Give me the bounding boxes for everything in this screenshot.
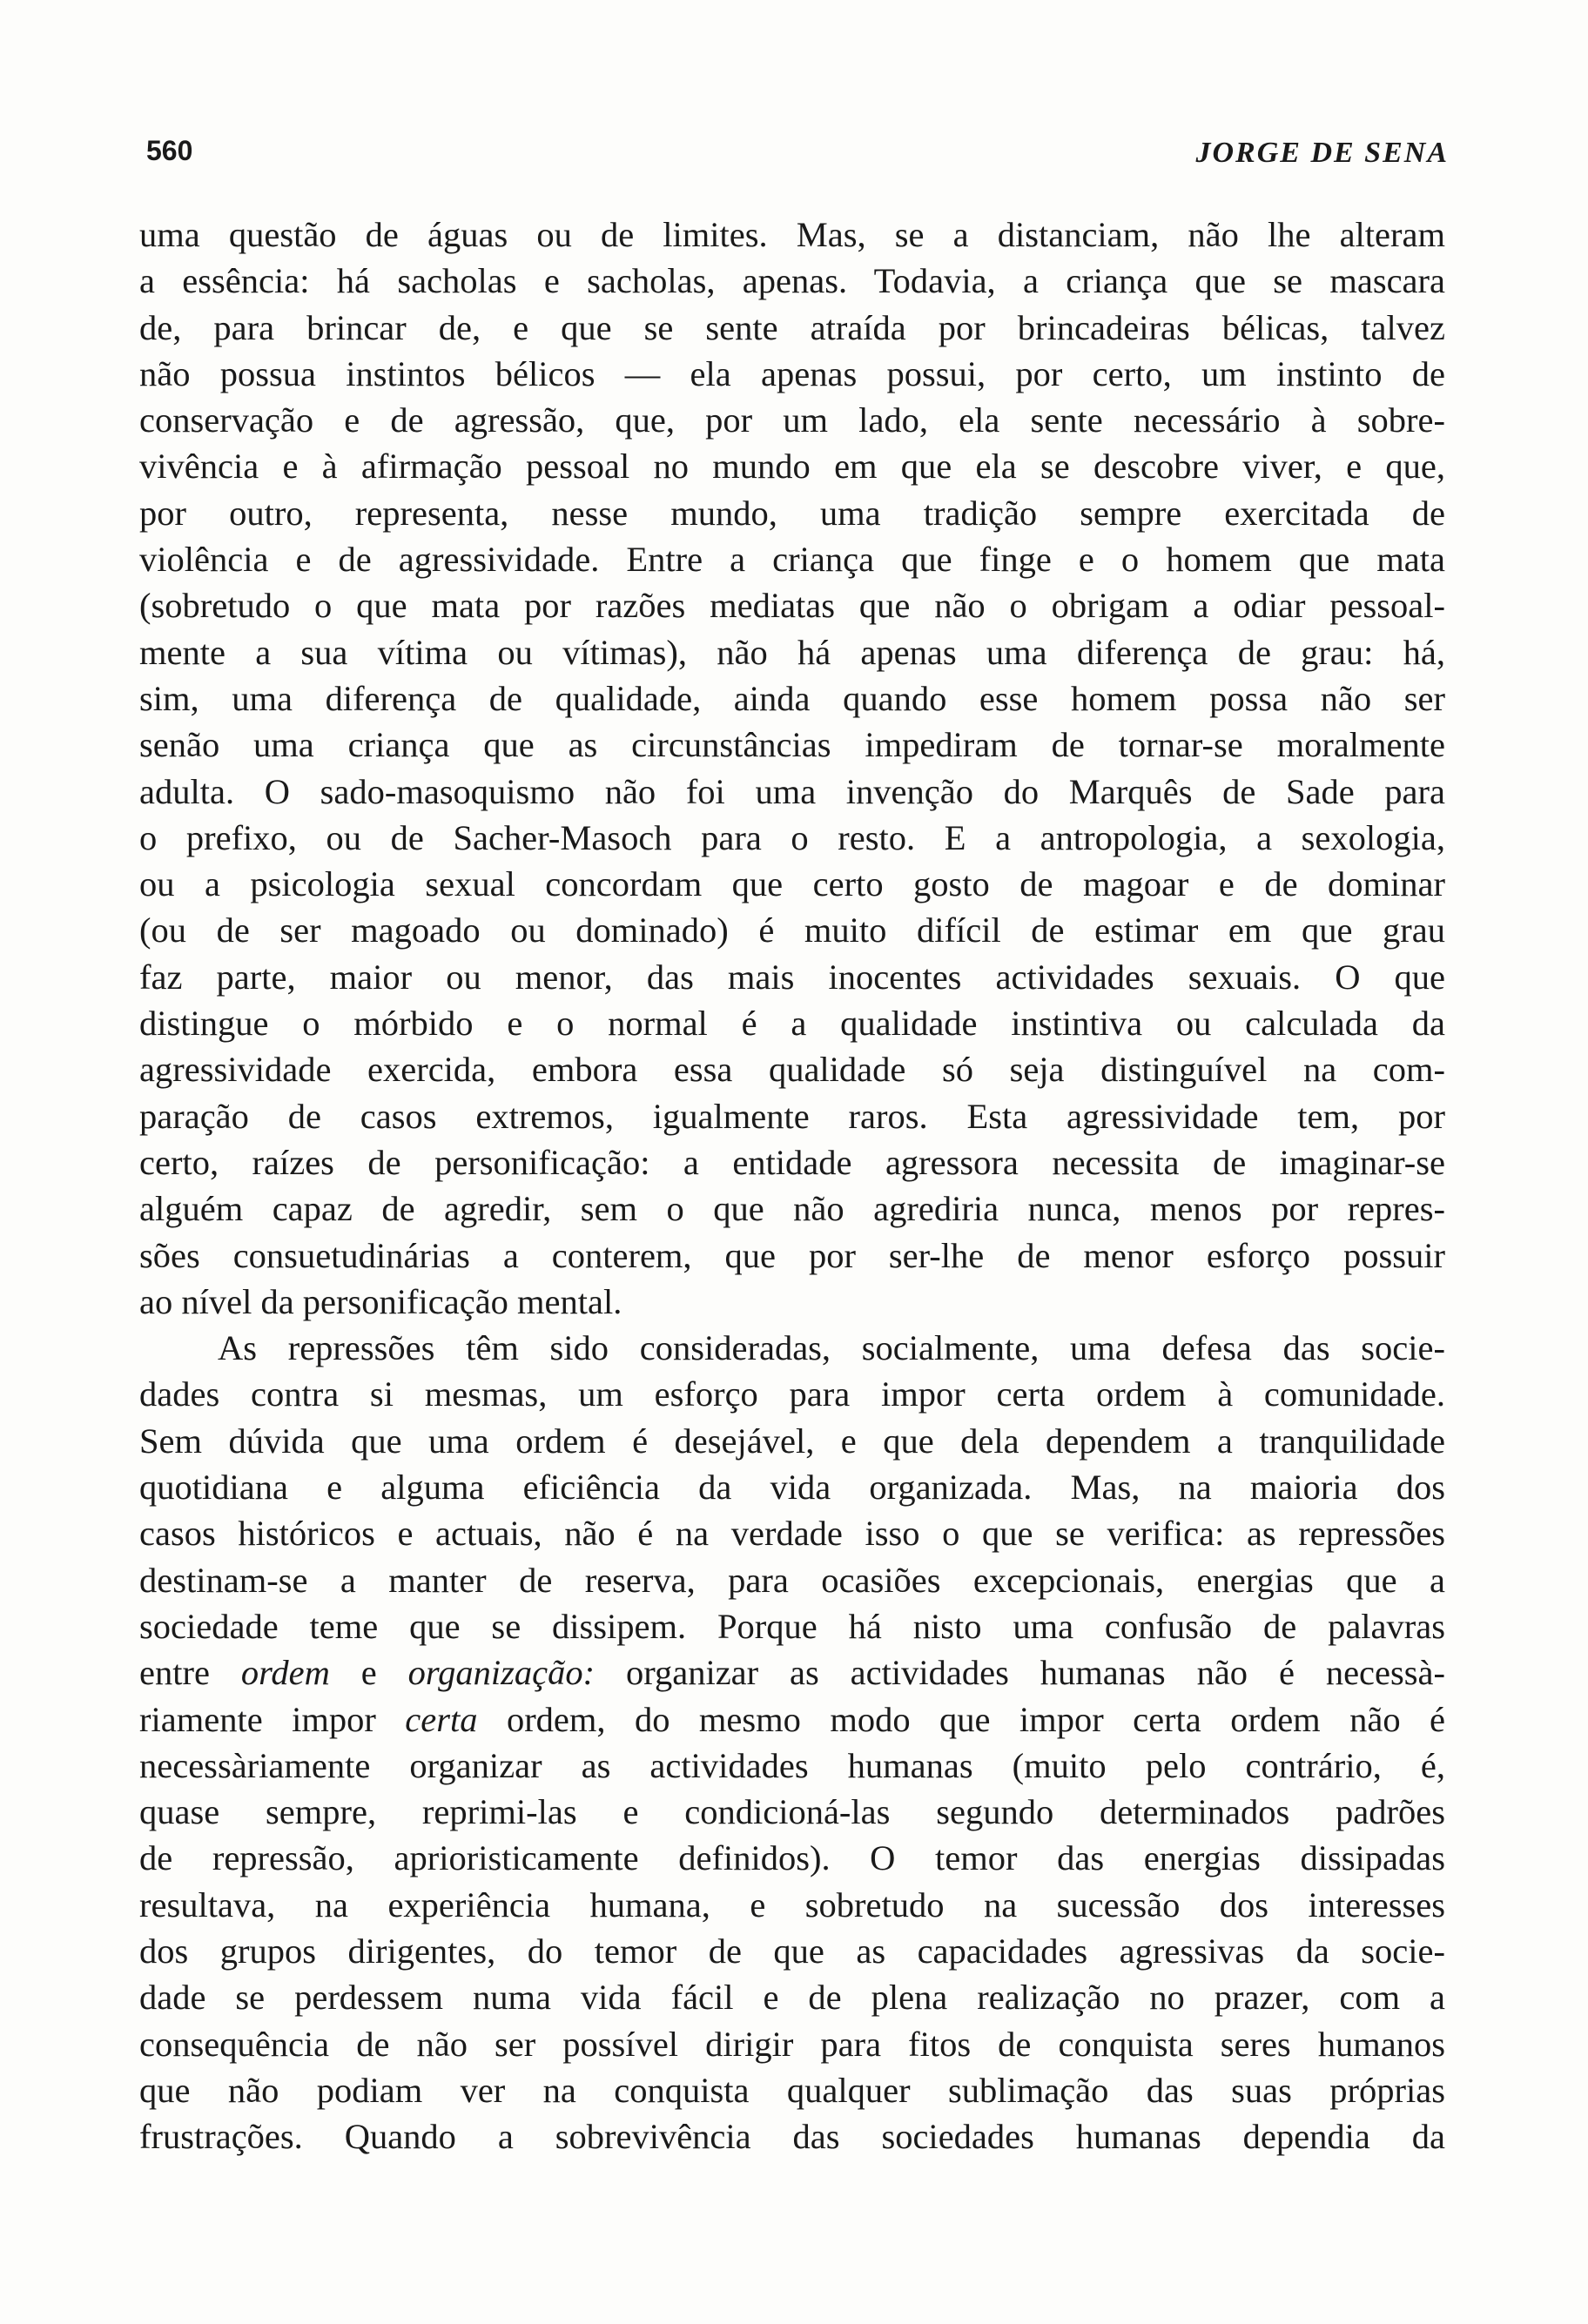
text-line: dade se perdessem numa vida fácil e de plena realização no prazer, com a (139, 1978, 1445, 2018)
text-line: dos grupos dirigentes, do temor de que as capacidades agressivas da socie- (139, 1931, 1445, 1971)
paragraph (139, 1325, 1445, 2159)
text-line: dades contra si mesmas, um esforço para impor certa ordem à comunidade. (139, 1374, 1445, 1414)
page-header (146, 135, 1449, 178)
text-line: faz parte, maior ou menor, das mais inocentes actividades sexuais. O que (139, 957, 1445, 997)
text-line: não possua instintos bélicos — ela apenas possui, por certo, um instinto de (139, 353, 1445, 393)
text-line: alguém capaz de agredir, sem o que não agrediria nunca, menos por repres- (139, 1189, 1445, 1229)
text-line: agressividade exercida, embora essa qualidade só seja distinguível na com- (139, 1050, 1445, 1090)
text-line: uma questão de águas ou de limites. Mas, se a distanciam, não lhe alteram (139, 215, 1445, 254)
text-line: sim, uma diferença de qualidade, ainda quando esse homem possa não ser (139, 678, 1445, 718)
text-line: quotidiana e alguma eficiência da vida organizada. Mas, na maioria dos (139, 1468, 1445, 1508)
text-line: sociedade teme que se dissipem. Porque há nisto uma confusão de palavras (139, 1606, 1445, 1646)
page-number: 560 (146, 135, 193, 166)
text-line: o prefixo, ou de Sacher-Masoch para o resto. E a antropologia, a sexologia, (139, 817, 1445, 857)
body-text (139, 212, 1445, 2159)
text-line: distingue o mórbido e o normal é a qualidade instintiva ou calculada da (139, 1004, 1445, 1044)
text-line: riamente impor certa ordem, do mesmo modo que impor certa ordem não é (139, 1699, 1445, 1739)
text-line: conservação e de agressão, que, por um lado, ela sente necessário à sobre- (139, 400, 1445, 440)
text-line: de repressão, aprioristicamente definidos). O temor das energias dissipadas (139, 1838, 1445, 1878)
text-line: senão uma criança que as circunstâncias impediram de tornar-se moralmente (139, 725, 1445, 765)
text-line: frustrações. Quando a sobrevivência das sociedades humanas dependia da (139, 2117, 1445, 2157)
text-line: (sobretudo o que mata por razões mediatas que não o obrigam a odiar pessoal- (139, 586, 1445, 626)
text-line: consequência de não ser possível dirigir para fitos de conquista seres humanos (139, 2024, 1445, 2064)
text-line: sões consuetudinárias a conterem, que por ser-lhe de menor esforço possuir (139, 1235, 1445, 1275)
italic-term: organização: (407, 1653, 596, 1693)
text-line: (ou de ser magoado ou dominado) é muito difícil de estimar em que grau (139, 910, 1445, 950)
text-line: que não podiam ver na conquista qualquer sublimação das suas próprias (139, 2070, 1445, 2110)
text-line: Sem dúvida que uma ordem é desejável, e que dela dependem a tranquilidade (139, 1421, 1445, 1461)
text-line: a essência: há sacholas e sacholas, apenas. Todavia, a criança que se mascara (139, 261, 1445, 301)
text-line: por outro, representa, nesse mundo, uma tradição sempre exercitada de (139, 493, 1445, 533)
text-line: quase sempre, reprimi-las e condicioná-las segundo determinados padrões (139, 1792, 1445, 1832)
italic-term: ordem (240, 1653, 330, 1693)
running-head: JORGE DE SENA (1195, 137, 1449, 169)
text-line: mente a sua vítima ou vítimas), não há apenas uma diferença de grau: há, (139, 632, 1445, 672)
text-line: certo, raízes de personificação: a entidade agressora necessita de imaginar-se (139, 1142, 1445, 1182)
text-line: entre ordem e organização: organizar as actividades humanas não é necessà- (139, 1653, 1445, 1693)
text-line: ao nível da personificação mental. (139, 1281, 622, 1321)
text-line: de, para brincar de, e que se sente atraída por brincadeiras bélicas, talvez (139, 307, 1445, 347)
text-line: vivência e à afirmação pessoal no mundo em que ela se descobre viver, e que, (139, 447, 1445, 487)
paragraph (139, 212, 1445, 1325)
text-line: ou a psicologia sexual concordam que certo gosto de magoar e de dominar (139, 864, 1445, 904)
text-line: violência e de agressividade. Entre a criança que finge e o homem que mata (139, 540, 1445, 580)
text-line: As repressões têm sido consideradas, socialmente, uma defesa das socie- (218, 1328, 1445, 1368)
text-line: paração de casos extremos, igualmente raros. Esta agressividade tem, por (139, 1096, 1445, 1136)
text-line: destinam-se a manter de reserva, para ocasiões excepcionais, energias que a (139, 1560, 1445, 1600)
text-line: resultava, na experiência humana, e sobretudo na sucessão dos interesses (139, 1884, 1445, 1924)
italic-term: certa (405, 1699, 478, 1739)
text-line: adulta. O sado-masoquismo não foi uma invenção do Marquês de Sade para (139, 771, 1445, 811)
text-line: casos históricos e actuais, não é na verdade isso o que se verifica: as repressões (139, 1514, 1445, 1554)
text-line: necessàriamente organizar as actividades humanas (muito pelo contrário, é, (139, 1745, 1445, 1785)
